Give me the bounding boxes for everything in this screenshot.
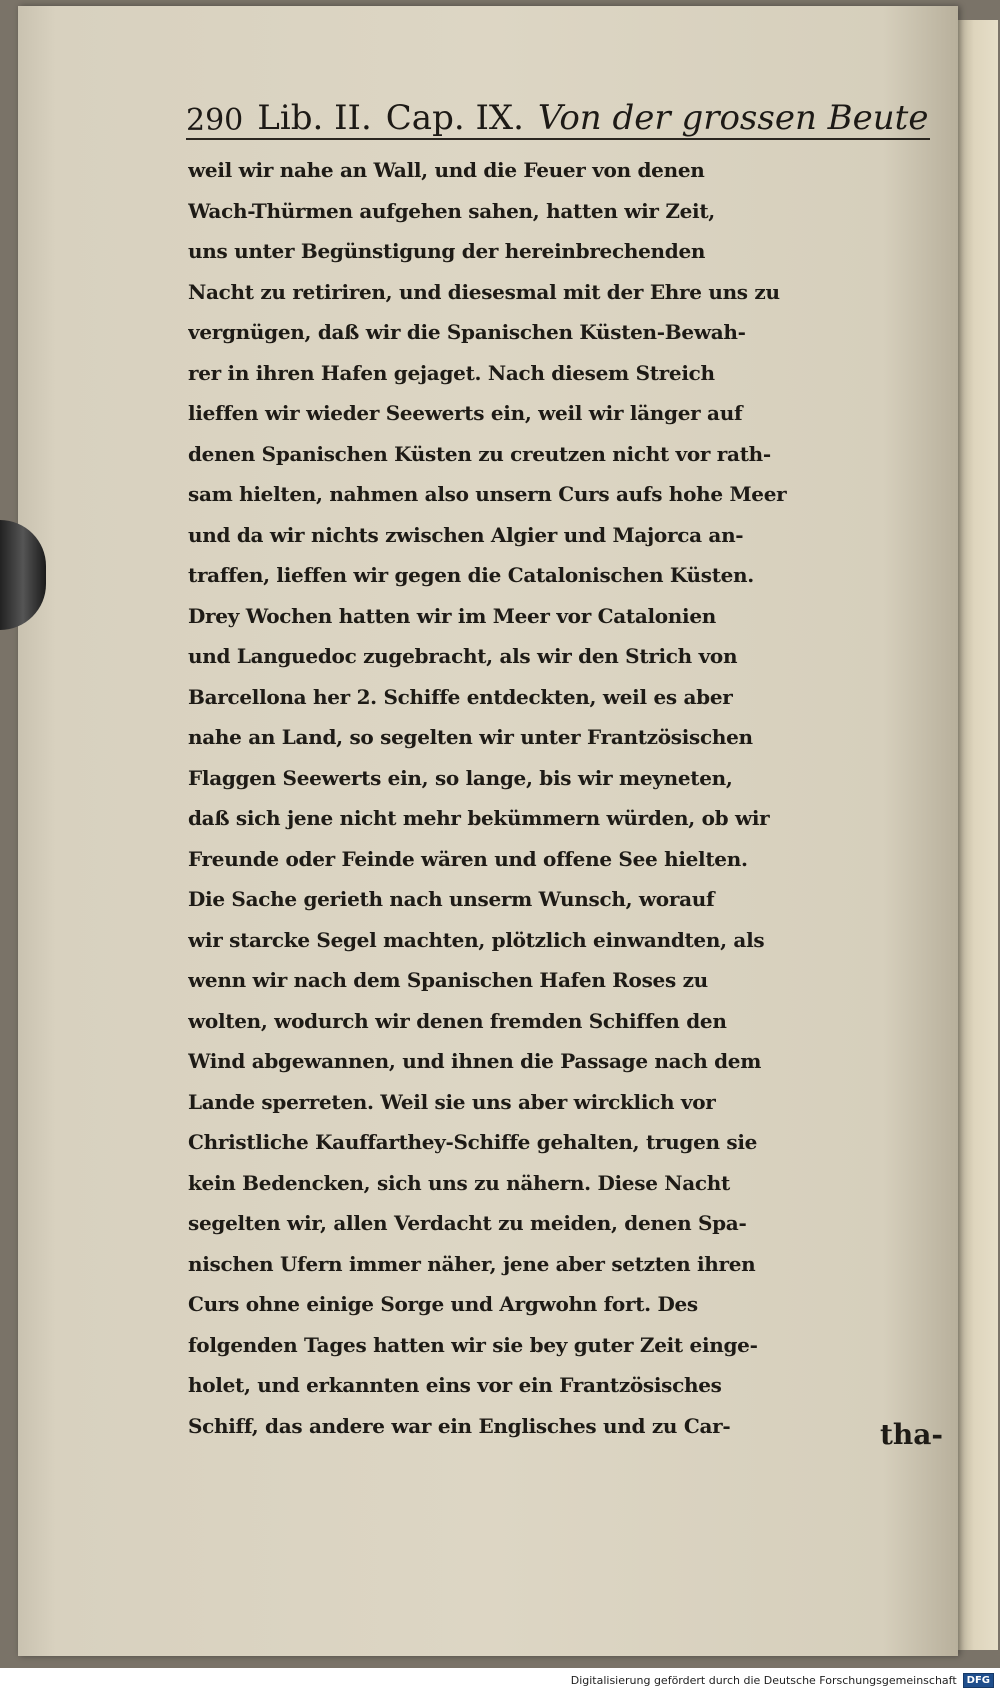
text-line: wolten, wodurch wir denen fremden Schiffen den [188, 1008, 727, 1033]
running-header [186, 90, 929, 138]
text-line: Barcellona her 2. Schiffe entdeckten, weil es aber [188, 684, 733, 709]
text-line: holet, und erkannten eins vor ein Frantzösisches [188, 1373, 722, 1397]
next-page-edge [958, 20, 998, 1650]
page-number: 290 [186, 103, 244, 138]
text-line: weil wir nahe an Wall, und die Feuer von denen [188, 158, 705, 182]
text-line: Lande sperreten. Weil sie uns aber wircklich vor [188, 1089, 716, 1114]
chapter-label: Cap. IX. [385, 98, 524, 138]
text-line: wir starcke Segel machten, plötzlich einwandten, als [188, 927, 765, 952]
running-title: Von der grossen Beute [537, 98, 929, 138]
text-line: Nacht zu retiriren, und diesesmal mit der Ehre uns zu [188, 279, 780, 304]
text-line: wenn wir nach dem Spanischen Hafen Roses zu [188, 968, 708, 992]
text-line: nischen Ufern immer näher, jene aber setzten ihren [188, 1251, 756, 1276]
text-line: und Languedoc zugebracht, als wir den Strich von [188, 644, 738, 668]
text-line: folgenden Tages hatten wir sie bey guter Zeit einge- [188, 1332, 758, 1357]
text-line: traffen, lieffen wir gegen die Catalonischen Küsten. [188, 563, 754, 587]
dfg-logo: DFG [963, 1673, 994, 1688]
text-line: und da wir nichts zwischen Algier und Majorca an- [188, 522, 744, 547]
text-line: lieffen wir wieder Seewerts ein, weil wir länger auf [188, 401, 743, 425]
text-line: sam hielten, nahmen also unsern Curs aufs hohe Meer [188, 482, 787, 506]
body-text [188, 150, 938, 1446]
catchword: tha- [880, 1418, 944, 1451]
text-line: Flaggen Seewerts ein, so lange, bis wir meyneten, [188, 765, 733, 790]
text-line: Freunde oder Feinde wären und offene See hielten. [188, 846, 748, 871]
footer-bar [0, 1668, 1000, 1693]
text-line: Drey Wochen hatten wir im Meer vor Catalonien [188, 603, 717, 628]
digitization-credit: Digitalisierung gefördert durch die Deutsche Forschungsgemeinschaft [570, 1674, 957, 1687]
text-line: vergnügen, daß wir die Spanischen Küsten-Bewah- [188, 320, 746, 344]
text-line: Schiff, das andere war ein Englisches und zu Car- [188, 1413, 731, 1438]
text-line: Wind abgewannen, und ihnen die Passage nach dem [188, 1049, 762, 1073]
text-line: uns unter Begünstigung der hereinbrechenden [188, 239, 706, 263]
text-line: kein Bedencken, sich uns zu nähern. Diese Nacht [188, 1170, 730, 1195]
text-line: rer in ihren Hafen gejaget. Nach diesem Streich [188, 360, 715, 385]
header-rule [186, 138, 930, 140]
text-line: Wach-Thürmen aufgehen sahen, hatten wir Zeit, [188, 198, 715, 223]
text-line: daß sich jene nicht mehr bekümmern würden, ob wir [188, 806, 770, 830]
text-line: Die Sache gerieth nach unserm Wunsch, worauf [188, 887, 715, 911]
text-line: nahe an Land, so segelten wir unter Frantzösischen [188, 725, 753, 749]
book-label: Lib. II. [257, 98, 372, 138]
text-line: segelten wir, allen Verdacht zu meiden, denen Spa- [188, 1211, 747, 1235]
text-line: Christliche Kauffarthey-Schiffe gehalten, trugen sie [188, 1130, 758, 1154]
text-line: denen Spanischen Küsten zu creutzen nicht vor rath- [188, 441, 771, 466]
text-line: Curs ohne einige Sorge und Argwohn fort. Des [188, 1292, 698, 1316]
